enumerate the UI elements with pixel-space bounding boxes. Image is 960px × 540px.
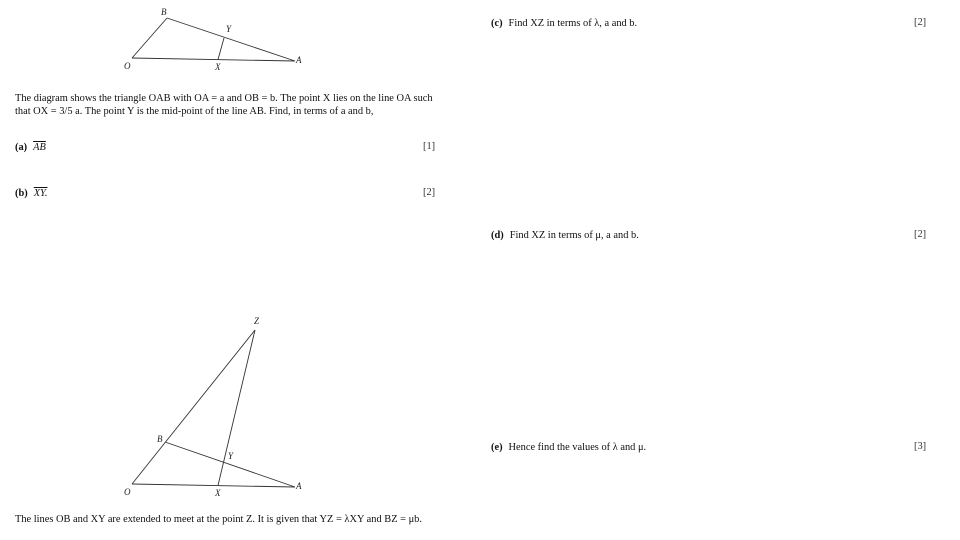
question-a-label: (a) (15, 142, 28, 153)
label-x: X (215, 488, 221, 498)
question-c-label: (c) (491, 18, 503, 29)
triangle-diagram-oab (120, 6, 310, 76)
segment-ob (132, 18, 167, 58)
question-b-marks: [2] (423, 187, 436, 198)
question-e-text: Hence find the values of λ and μ. (508, 442, 647, 453)
question-b (15, 187, 47, 200)
extension-text: The lines OB and XY are extended to meet at the point Z. It is given that YZ = λXY and BZ = μb. (15, 514, 422, 525)
question-c-marks: [2] (914, 17, 927, 28)
label-b: B (161, 7, 167, 17)
question-c (491, 17, 637, 30)
intro-line-1: The diagram shows the triangle OAB with OA = a and OB = b. The point X lies on the line OA such (15, 93, 433, 104)
question-b-label: (b) (15, 188, 28, 199)
question-d-label: (d) (491, 230, 504, 241)
intro-line-2: that OX = 3/5 a. The point Y is the mid-point of the line AB. Find, in terms of a and b, (15, 106, 374, 117)
label-a: A (296, 55, 302, 65)
question-e-marks: [3] (914, 441, 927, 452)
question-a-marks: [1] (423, 141, 436, 152)
segment-xy (218, 38, 224, 60)
extended-triangle-diagram (120, 312, 310, 502)
label-o: O (124, 487, 131, 497)
question-d-text: Find XZ in terms of μ, a and b. (509, 230, 639, 241)
label-z: Z (254, 316, 260, 326)
question-a (15, 141, 46, 154)
label-o: O (124, 61, 131, 71)
label-a: A (296, 481, 302, 491)
question-e-label: (e) (491, 442, 503, 453)
label-b: B (157, 434, 163, 444)
label-y: Y (226, 24, 232, 34)
segment-oa (132, 484, 295, 487)
segment-oa (132, 58, 295, 61)
label-x: X (215, 62, 221, 72)
question-b-text: XY. (33, 188, 48, 199)
question-d (491, 229, 639, 242)
question-e (491, 441, 646, 454)
question-d-marks: [2] (914, 229, 927, 240)
question-c-text: Find XZ in terms of λ, a and b. (508, 18, 638, 29)
question-a-text: $\overline{AB}$ (33, 142, 46, 153)
label-y: Y (228, 451, 234, 461)
segment-ba (165, 442, 295, 487)
